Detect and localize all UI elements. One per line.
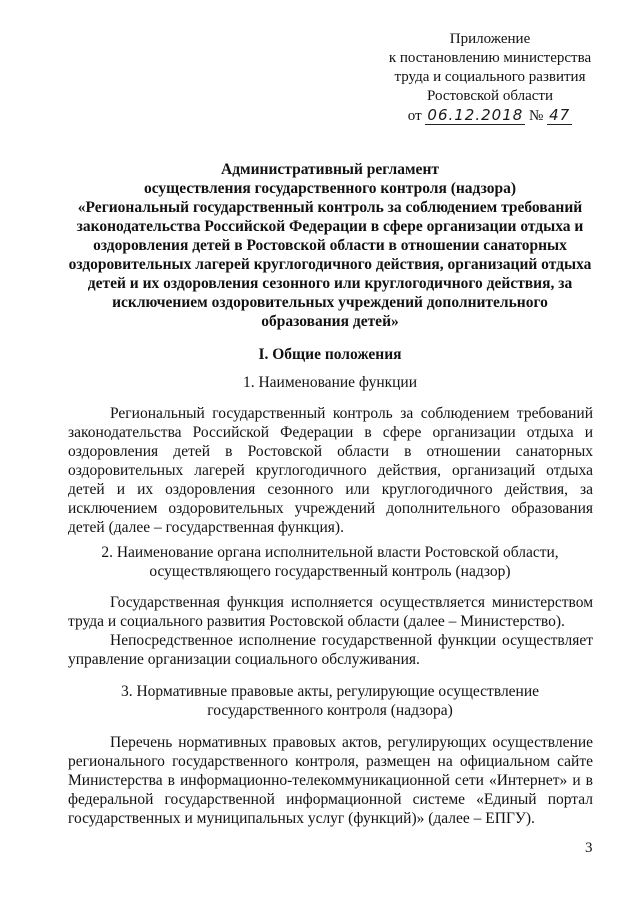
subsection-3-line-1: 3. Нормативные правовые акты, регулирующие осуществление bbox=[120, 683, 540, 700]
subsection-heading-2 bbox=[60, 543, 600, 581]
handwritten-number: 47 bbox=[549, 106, 571, 124]
subsection-2-line-2: осуществляющего государственный контроль (надзор) bbox=[149, 563, 511, 580]
number-prefix: № bbox=[529, 108, 544, 124]
appendix-title: Приложение bbox=[449, 31, 531, 47]
title-line-1: Административный регламент bbox=[221, 161, 439, 178]
subsection-2-line-1: 2. Наименование органа исполнительной власти Ростовской области, bbox=[101, 544, 559, 561]
section-heading-general bbox=[60, 345, 600, 364]
subsection-3-line-2: государственного контроля (надзора) bbox=[207, 702, 453, 719]
paragraph-legal-acts: Перечень нормативных правовых актов, регулирующих осуществление регионального государственного контроля, размещен на официальном сайте Министерства в информационно-телекоммуникационной сети «Интернет» и в федеральной государственной информационной системе «Единый портал государственных и муниципальных услуг (функций)» (далее – ЕПГУ). bbox=[68, 734, 593, 827]
title-line-4: законодательства Российской Федерации в сфере организации отдыха и bbox=[76, 218, 584, 235]
appendix-block bbox=[375, 30, 605, 126]
appendix-date-line bbox=[375, 106, 605, 126]
title-line-7: детей и их оздоровления сезонного или круглогодичного действия, за bbox=[87, 275, 573, 292]
appendix-line-2: к постановлению министерства bbox=[388, 50, 592, 66]
handwritten-date: 06.12.2018 bbox=[427, 106, 524, 124]
subsection-heading-1 bbox=[60, 373, 600, 392]
section-heading-text: I. Общие положения bbox=[258, 346, 402, 363]
date-prefix: от bbox=[407, 108, 422, 124]
subsection-heading-3 bbox=[60, 682, 600, 720]
appendix-line-3: труда и социального развития bbox=[394, 69, 586, 85]
title-line-5: оздоровления детей в Ростовской области в отношении санаторных bbox=[93, 237, 567, 254]
page-number: 3 bbox=[585, 840, 593, 856]
title-line-8: исключением оздоровительных учреждений дополнительного bbox=[112, 294, 548, 311]
title-line-9: образования детей» bbox=[261, 313, 399, 330]
paragraph-direct-execution: Непосредственное исполнение государственной функции осуществляет управление организации социального обслуживания. bbox=[68, 632, 593, 668]
subsection-1-text: 1. Наименование функции bbox=[242, 374, 418, 391]
paragraph-function-definition: Региональный государственный контроль за соблюдением требований законодательства Российской Федерации в сфере организации отдыха и оздоровления детей в Ростовской области в отношении санаторных оздоровительных лагерей круглогодичного действия, организаций отдыха детей и их оздоровления сезонного или круглогодичного действия, за исключением оздоровительных учреждений дополнительного образования детей (далее – государственная функция). bbox=[68, 405, 593, 536]
document-title bbox=[60, 160, 600, 331]
title-line-6: оздоровительных лагерей круглогодичного действия, организаций отдыха bbox=[68, 256, 592, 273]
title-line-3: «Региональный государственный контроль за соблюдением требований bbox=[77, 199, 583, 216]
appendix-line-4: Ростовской области bbox=[427, 88, 553, 104]
title-line-2: осуществления государственного контроля (надзора) bbox=[143, 180, 516, 197]
paragraph-executing-body: Государственная функция исполняется осуществляется министерством труда и социального развития Ростовской области (далее – Министерство). bbox=[68, 594, 593, 630]
